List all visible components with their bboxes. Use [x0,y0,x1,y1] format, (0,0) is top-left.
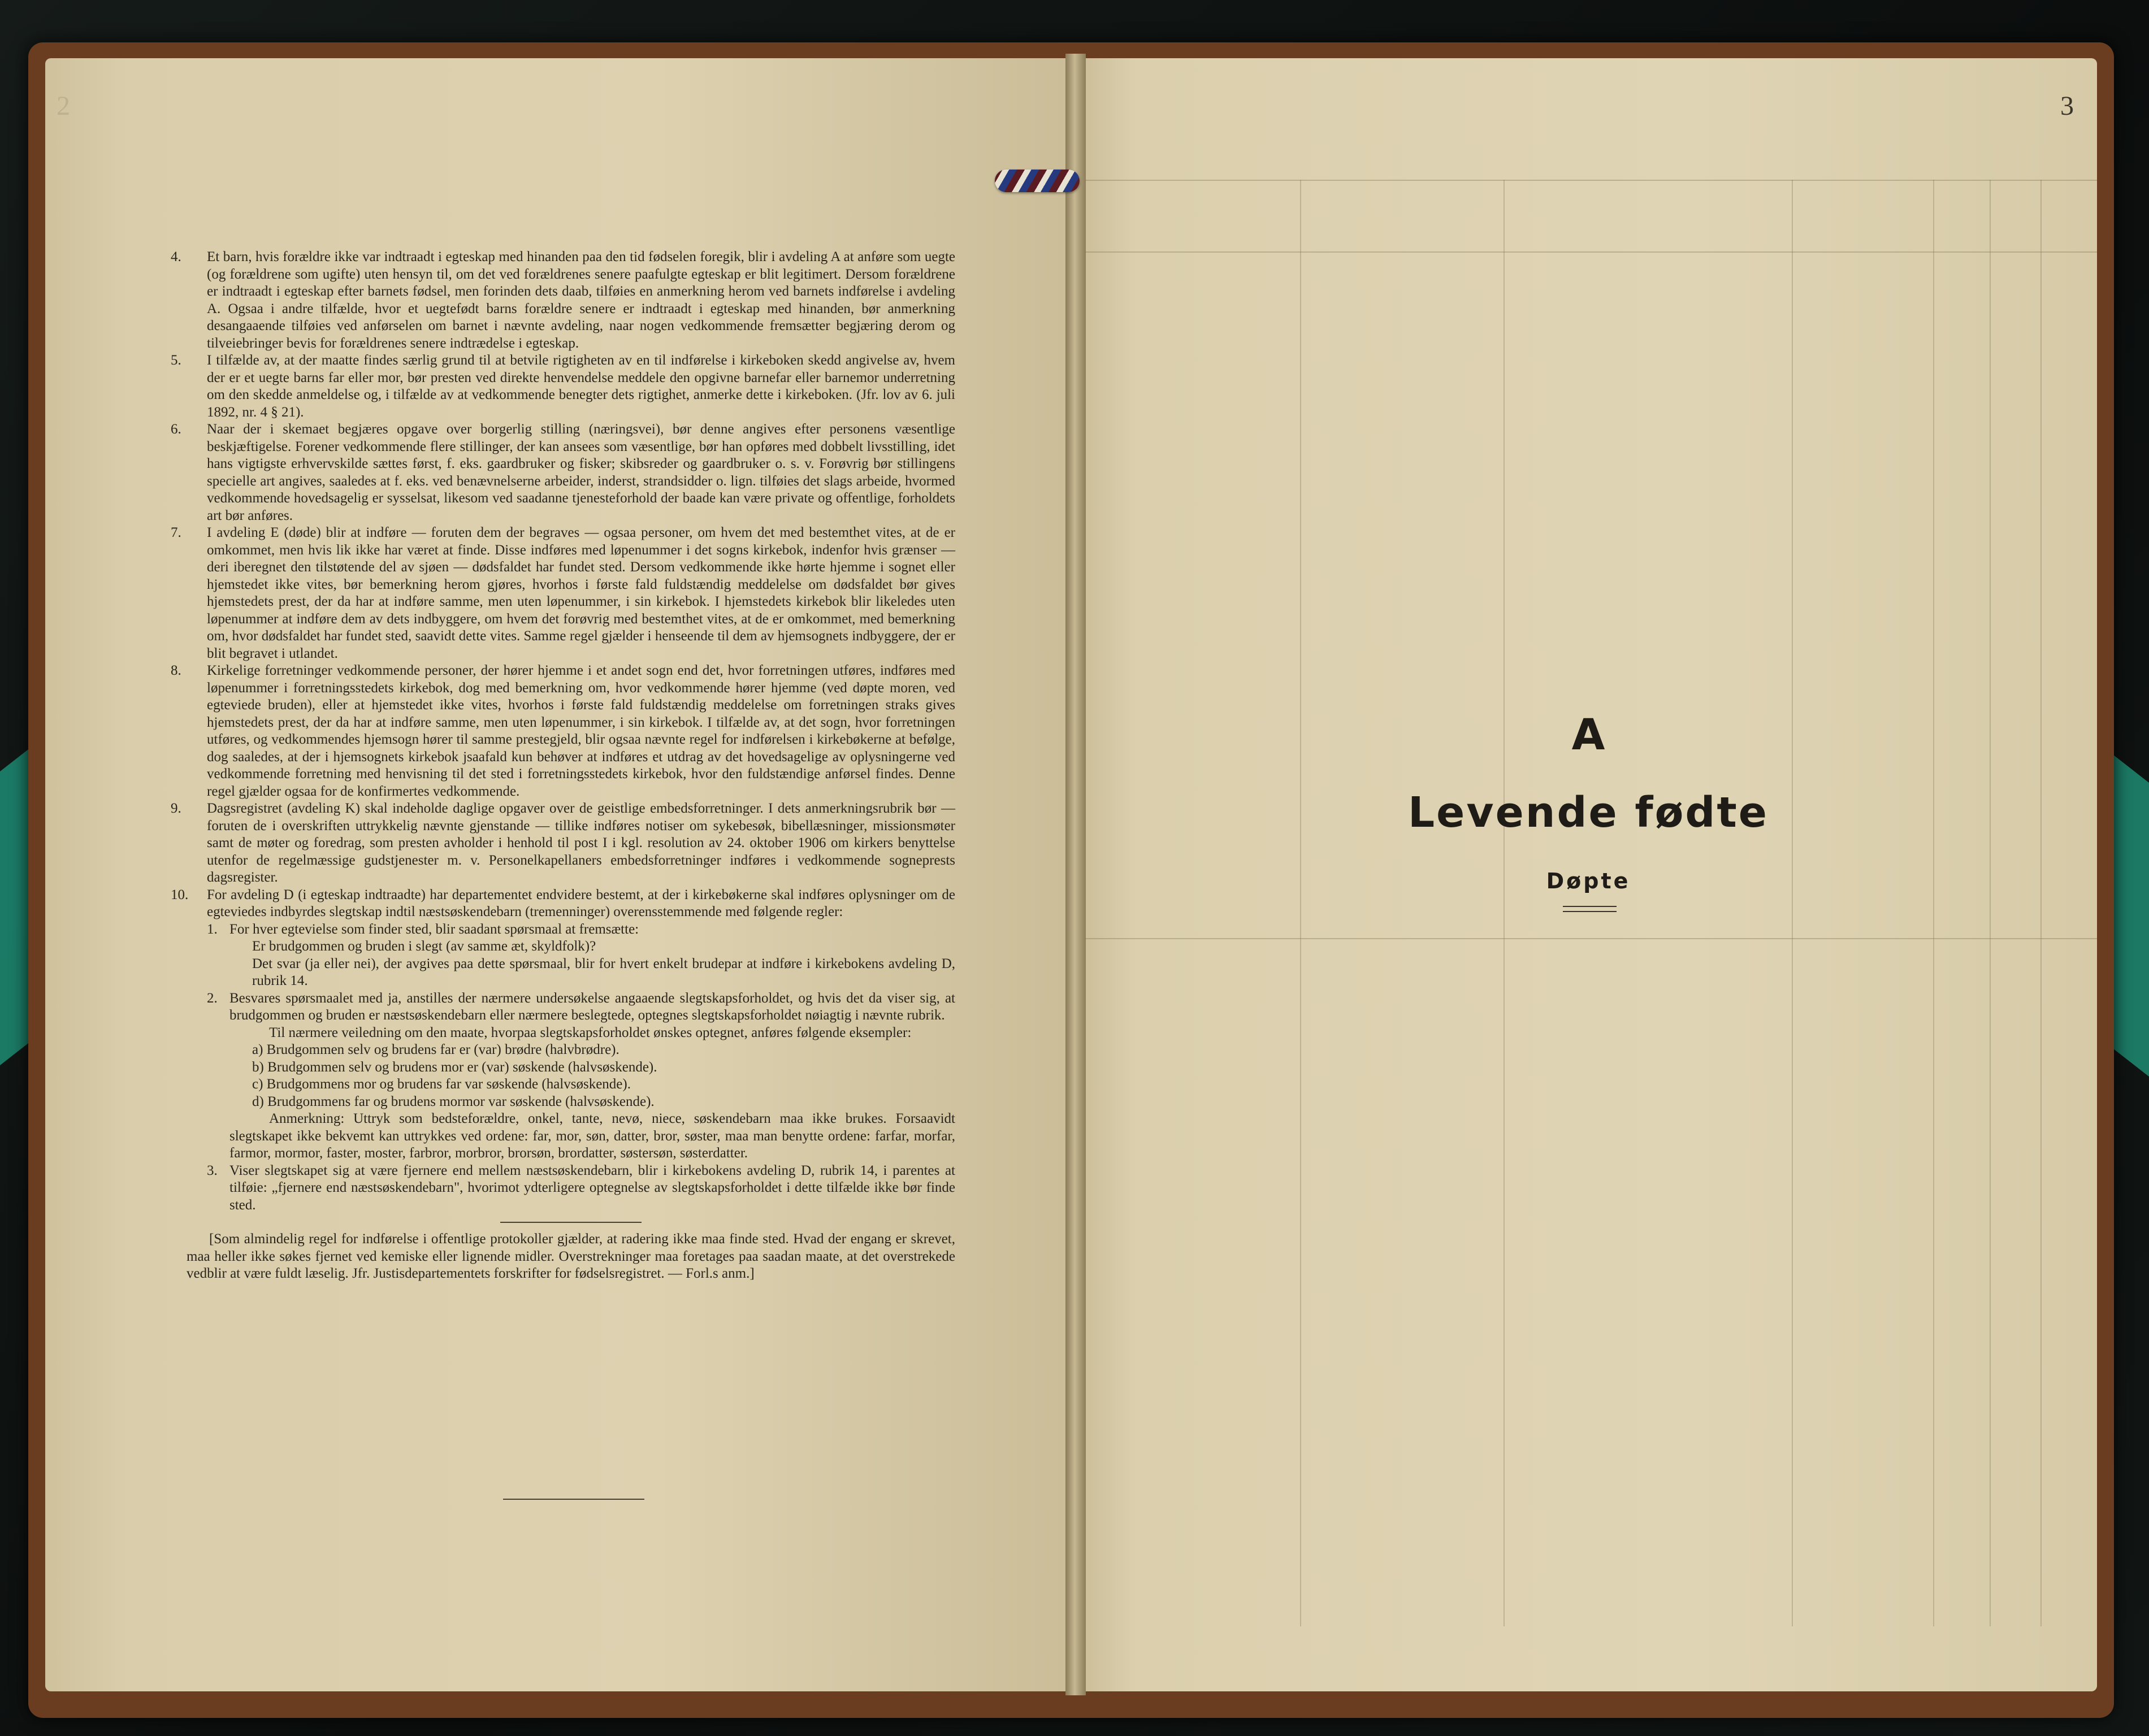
form-rule-col-1 [1300,180,1301,1626]
section-divider [500,1222,642,1223]
paragraph-5: 5. I tilfælde av, at der maatte findes særlig grund til at betvile rigtigheten av en til indførelse i kirkeboken skedd angivelse av, hvem der er et uegte barns far eller mor, bør presten ved direkte henvendelse meddele den opgivne barnefar eller barnemor underretning om den skedde anmeldelse og, i tilfælde av at vedkommende benegter dets rigtighet, anmerke dette i kirkeboken. (Jfr. lov av 6. juli 1892, nr. 4 § 21). [171,353,955,420]
example-d: d) Brudgommens far og brudens mormor var søskende (halvsøskende). [252,1093,655,1109]
rule-2-intro: Til nærmere veiledning om den maate, hvorpaa slegtskapsforholdet ønskes optegnet, anføres følgende eksempler: [269,1025,912,1040]
paragraph-10: 10. For avdeling D (i egteskap indtraadte) har departementet endvidere bestemt, at der i kirkebøkerne skal indføres oplysninger om de egteviedes indbyrdes slegtskap indtil næstsøskendebarn (tremenninger) overensstemmende med følgende regler: [171,887,955,919]
form-rule-top [1085,180,2097,181]
form-rule-col-5 [1990,180,1991,1626]
rule-1: 1. For hver egtevielse som finder sted, blir saadant spørsmaal at fremsætte: [207,921,639,937]
subtitle-rule-1 [1563,906,1617,907]
rule-3: 3. Viser slegtskapet sig at være fjernere end mellem næstsøskendebarn, blir i kirkebokens avdeling D, rubrik 14, i parentes at tilføie: „fjernere end næstsøskendebarn", hvorimot ydterligere optegnelse av slegtskapsforholdet i dette tilfælde ikke bør finde sted. [207,1162,955,1213]
page-number-right: 3 [2060,91,2074,121]
binding-thread [995,170,1080,192]
section-letter: A [1571,709,1605,760]
annotation-note: Anmerkning: Uttryk som bedsteforældre, onkel, tante, nevø, niece, søskendebarn maa ikke brukes. Forsaavidt slegtskapet ikke bekvemt kan uttrykkes ved ordene: far, mor, søn, datter, bror, søster, maa man benytte ordene: farfar, morfar, farmor, mormor, faster, moster, farbror, morbror, brorsøn, brordatter, søstersøn, søsterdatter. [229,1111,955,1161]
paragraph-6: 6. Naar der i skemaet begjæres opgave over borgerlig stilling (næringsvei), bør denne angives efter personens væsentlige beskjæftigelse. Forener vedkommende flere stillinger, der kan ansees som væsentlige, bør han opføres med dobbelt livsstilling, idet hans vigtigste erhvervskilde sættes først, f. eks. gaardbruker og fisker; skibsreder og gaardbruker o. s. v. Forøvrig bør stillingens specielle art angives, saaledes at f. eks. ved benævnelserne arbeider, inderst, strandsidder o. lign. tilføies det slags arbeide, hvormed vedkommende hovedsagelig er sysselsat, likesom ved saadanne tjenesteforhold der baade kan være private og offentlige, forholdets art bør anføres. [171,422,955,523]
form-rule-header [1085,251,2097,253]
paragraph-9: 9. Dagsregistret (avdeling K) skal indeholde daglige opgaver over de geistlige embedsforretninger. I dets anmerkningsrubrik bør — foruten de i overskriften uttrykkelig nævnte gjenstande — tillike indføres notiser om sykebesøk, bibellæsninger, missionsmøter samt de møter og foredrag, som presten avholder i henhold til post I i kgl. resolution av 24. oktober 1906 om kirkers benyttelse utenfor de regelmæssige gudstjenester m. v. Personelkapellaners embedsforretninger indføres i vedkommende sogneprests dagsregister. [171,801,955,885]
paragraph-8: 8. Kirkelige forretninger vedkommende personer, der hører hjemme i et andet sogn end det, hvor forretningen utføres, indføres med løpenummer i forretningsstedets kirkebok, dog med bemerkning om, hvor vedkommende hører hjemme (ved døpte moren, ved egteviede bruden), eller at hjemstedet ikke vites, hvorhos i første fald fuldstændig meddelelse om forretningen straks gives hjemstedets prest, der da har at indføre samme, men uten løpenummer, i sin kirkebok. I tilfælde av, at det sogn, hvor forretningen utføres, og vedkommendes hjemsogn hører til samme prestegjeld, blir ogsaa nævnte regel for indførelsen i kirkebøkerne at befølge, dog saaledes, at der i hjemsognets kirkebok jsaafald kun behøver at indføres et utdrag av det hovedsagelige av oplysningerne ved vedkommende forretning med henvisning til det sted i forretningsstedets kirkebok, hvor den fuldstændige anførsel findes. Denne regel gjælder ogsaa for de konfirmertes vedkommende. [171,663,955,799]
rules-list [187,921,955,1214]
example-a: a) Brudgommen selv og brudens far er (var) brødre (halvbrødre). [252,1042,619,1057]
example-b: b) Brudgommen selv og brudens mor er (var) søskende (halvsøskende). [252,1059,657,1075]
section-subtitle: Døpte [1546,869,1631,893]
publisher-note: [Som almindelig regel for indførelse i offentlige protokoller gjælder, at radering ikke maa finde sted. Hvad der engang er skrevet, maa heller ikke søkes fjernet ved kemiske eller lignende midler. Overstrekninger maa foretages paa saadan maate, at det overstrekede vedblir at være fuldt læselig. Jfr. Justisdepartementets forskrifter for fødselsregistret. — Forl.s anm.] [187,1231,955,1281]
page-number-left: 2 [57,91,70,121]
rule-1-answer: Det svar (ja eller nei), der avgives paa dette spørsmaal, blir for hvert enkelt brudepar at indføre i kirkebokens avdeling D, rubrik 14. [252,956,955,988]
paragraph-7: 7. I avdeling E (døde) blir at indføre — foruten dem der begraves — ogsaa personer, om hvem det med bestemthet vites, at de er omkommet, men hvis lik ikke har været at finde. Disse indføres med løpenummer i det sogns kirkebok, indenfor hvis grænser — deri iberegnet den tilstøtende del av sjøen — dødsfaldet har fundet sted. Dersom vedkommende ikke hørte hjemme i sognet eller hjemstedet ikke vites, bør bemerkning herom gjøres, hvorhos i første fald fuldstændig meddelelse om dødsfaldet bør gives hjemstedets prest, der da har at indføre samme, men uten løpenummer, i sin kirkebok. I hjemstedets kirkebok blir likeledes uten løpenummer at indføre dem av dets indbyggere, om hvem det forøvrig med bestemthet vites, at de er omkommet, med bemerkning om, hvor dødsfaldet har fundet sted, saavidt dette vites. Samme regel gjælder i henseende til dem av hjemsognets indbyggere, der er blit begravet i utlandet. [171,525,955,661]
form-rule-col-4 [1933,180,1934,1626]
example-c: c) Brudgommens mor og brudens far var søskende (halvsøskende). [252,1077,631,1092]
form-rule-middle [1085,938,2097,939]
book-gutter [1065,54,1086,1695]
section-title: Levende fødte [1408,788,1769,837]
subtitle-rule-2 [1563,911,1617,912]
form-rule-col-3 [1792,180,1793,1626]
form-rule-col-2 [1504,180,1505,1626]
rule-2: 2. Besvares spørsmaalet med ja, anstilles der nærmere undersøkelse angaaende slegtskapsforholdet, og hvis det da viser sig, at brudgommen og bruden er næstsøskendebarn eller nærmere beslegtede, optegnes slegtskapsforholdet nøiagtig i nævnte rubrik. [207,990,955,1023]
instructions-text [171,249,955,1283]
form-rule-col-6 [2040,180,2042,1626]
end-divider [503,1499,644,1500]
paragraph-4: 4. Et barn, hvis forældre ikke var indtraadt i egteskap med hinanden paa den tid fødselen foregik, blir i avdeling A at anføre som uegte (og forældrene som ugifte) uten hensyn til, om det ved forældrenes senere paafulgte egteskap er blit legitimert. Dersom forældrene er indtraadt i egteskap efter barnets fødsel, men forinden dets daab, tilføies en anmerkning herom ved barnets indførelse i avdeling A. Ogsaa i andre tilfælde, hvor et uegtefødt barns forældre senere er indtraadt i egteskap med hinanden, bør anmerkning desangaaende tilføies ved anførselen om barnet i nævnte avdeling, naar nogen vedkommende fremsætter begjæring derom og tilveiebringer bevis for forældrenes senere indtrædelse i egteskap. [171,249,955,351]
rule-1-question: Er brudgommen og bruden i slegt (av samme æt, skyldfolk)? [252,939,596,954]
